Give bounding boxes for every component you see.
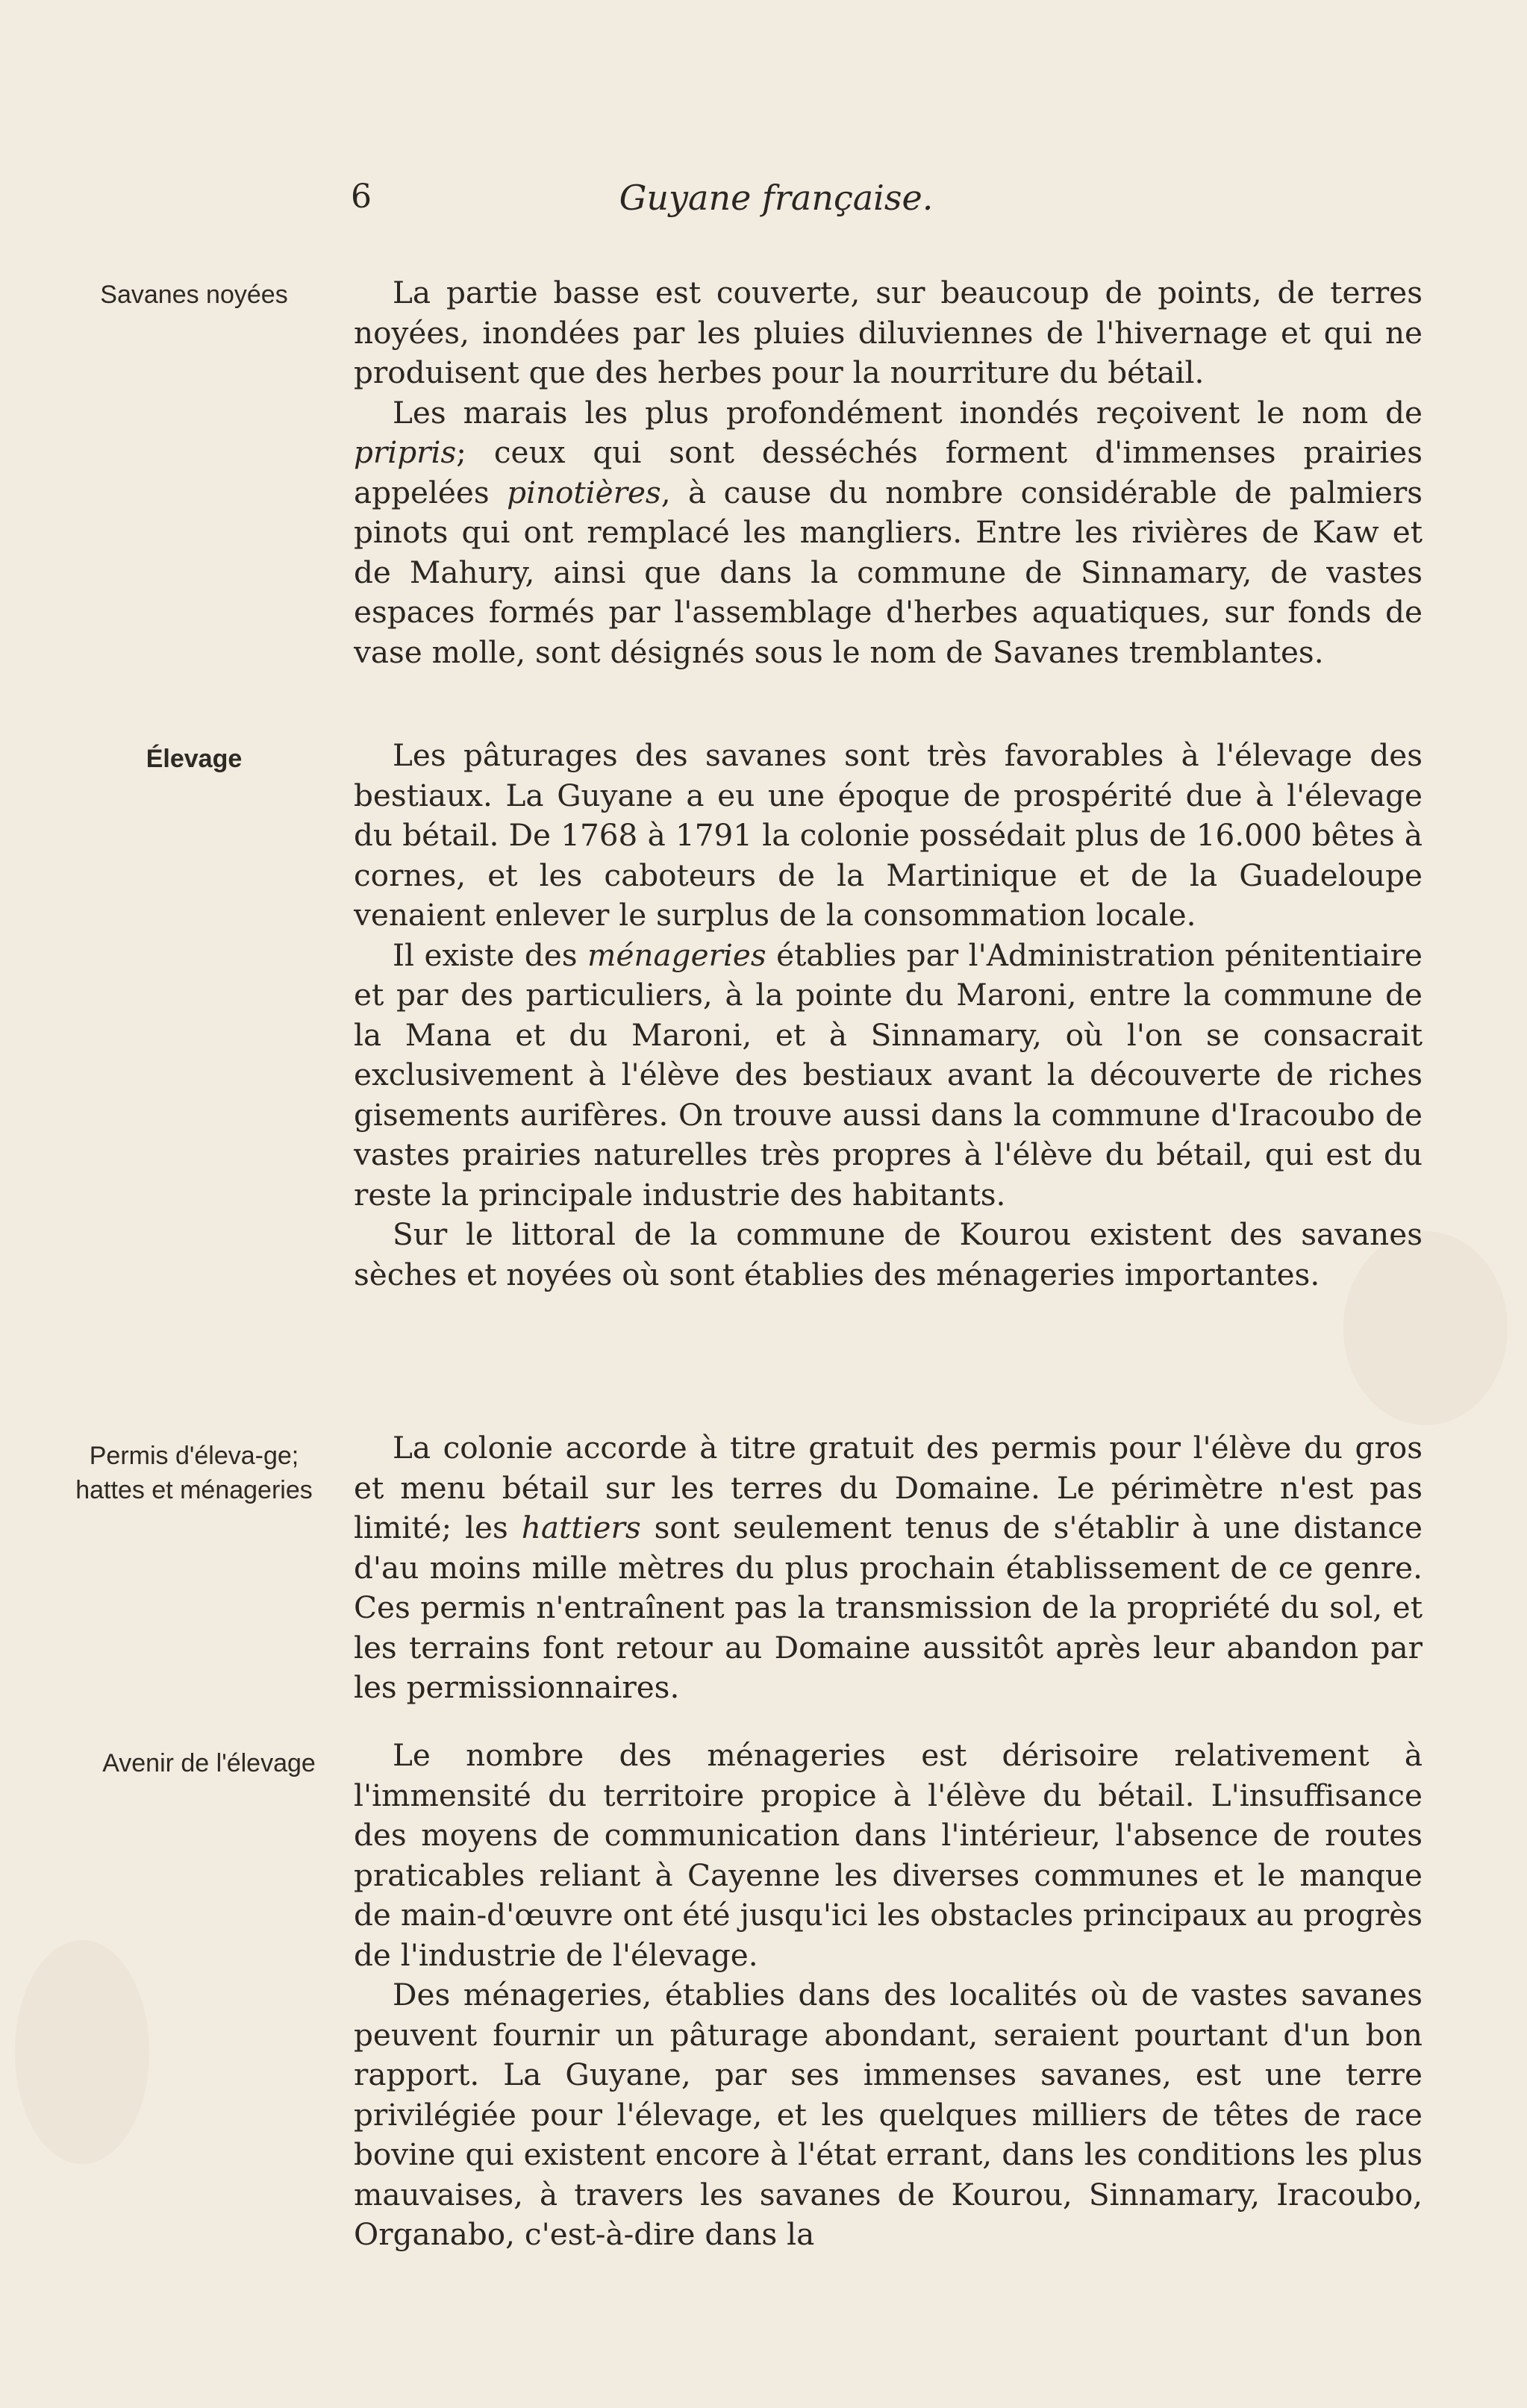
- paragraph-text: Le nombre des ménageries est dérisoire relativement à l'immensité du territoire propice à l'élève du bétail. L'insuffisance des moyens de communication dans l'intérieur, l'absence de routes praticables reliant à Cayenne les diverses communes et le manque de main-d'œuvre ont été jusqu'ici les obstacles principaux au progrès de l'industrie de l'élevage.: [354, 1737, 1423, 1973]
- paragraph-text: ; ceux qui sont desséchés forment d'immenses prairies appelées: [354, 434, 1423, 510]
- sidenote-permis: Permis d'éleva-ge; hattes et ménageries: [75, 1442, 313, 1504]
- paragraph: [354, 1428, 1423, 1708]
- paragraph-text: Il existe des: [393, 936, 588, 973]
- paragraph-text: Des ménageries, établies dans des localités où de vastes savanes peuvent fournir un pâturage abondant, seraient pourtant d'un bon rapport. La Guyane, par ses immenses savanes, est une terre privilégiée pour l'élevage, et les quelques milliers de têtes de race bovine qui existent encore à l'état errant, dans les conditions les plus mauvaises, à travers les savanes de Kourou, Sinnamary, Iracoubo, Organabo, c'est-à-dire dans la: [354, 1977, 1423, 2252]
- section-savanes: [354, 273, 1423, 672]
- paper-stain: [15, 1940, 149, 2164]
- page-number: 6: [351, 178, 372, 216]
- italic-term: pinotières: [507, 474, 661, 510]
- section-elevage: [354, 736, 1423, 1295]
- page-header: [351, 178, 1052, 230]
- paragraph: [354, 273, 1423, 393]
- paragraph: [354, 936, 1423, 1216]
- paragraph: [354, 736, 1423, 936]
- running-title: Guyane française.: [619, 178, 934, 218]
- sidenote-savanes-noyees: Savanes noyées: [100, 281, 288, 309]
- paragraph: [354, 1215, 1423, 1295]
- paragraph-text: établies par l'Administration pénitentiaire et par des particuliers, à la pointe du Maroni, entre la commune de la Mana et du Maroni, et à Sinnamary, où l'on se consacrait exclusivement à l'élève des bestiaux avant la découverte de riches gisements aurifères. On trouve aussi dans la commune d'Iracoubo de vastes prairies naturelles très propres à l'élève du bétail, qui est du reste la principale industrie des habitants.: [354, 936, 1423, 1213]
- italic-term: ménageries: [587, 936, 766, 973]
- sidenote-avenir: Avenir de l'élevage: [102, 1749, 316, 1777]
- paragraph-text: sont seulement tenus de s'établir à une distance d'au moins mille mètres du plus prochain établissement de ce genre. Ces permis n'entraînent pas la transmission de la propriété du sol, et les terrains font retour au Domaine aussitôt après leur abandon par les permissionnaires.: [354, 1510, 1423, 1705]
- paragraph-text: Sur le littoral de la commune de Kourou existent des savanes sèches et noyées où sont établies des ménageries importantes.: [354, 1216, 1423, 1292]
- section-avenir: [354, 1736, 1423, 2255]
- paragraph-text: La partie basse est couverte, sur beaucoup de points, de terres noyées, inondées par les pluies diluviennes de l'hivernage et qui ne produisent que des herbes pour la nourriture du bétail.: [354, 275, 1423, 390]
- paragraph-text: Les pâturages des savanes sont très favorables à l'élevage des bestiaux. La Guyane a eu une époque de prospérité due à l'élevage du bétail. De 1768 à 1791 la colonie possédait plus de 16.000 bêtes à cornes, et les caboteurs de la Martinique et de la Guadeloupe venaient enlever le surplus de la consommation locale.: [354, 737, 1423, 933]
- paragraph-text: La colonie accorde à titre gratuit des permis pour l'élève du gros et menu bétail sur les terres du Domaine. Le périmètre n'est pas limité; les: [354, 1430, 1423, 1545]
- section-permis: [354, 1428, 1423, 1708]
- paragraph: [354, 393, 1423, 673]
- paragraph-text: Les marais les plus profondément inondés reçoivent le nom de: [393, 394, 1423, 431]
- paragraph: [354, 1736, 1423, 1975]
- paragraph: [354, 1975, 1423, 2255]
- paragraph-text: , à cause du nombre considérable de palmiers pinots qui ont remplacé les mangliers. Entre les rivières de Kaw et de Mahury, ainsi que dans la commune de Sinnamary, de vastes espaces formés par l'assemblage d'herbes aquatiques, sur fonds de vase molle, sont désignés sous le nom de Savanes tremblantes.: [354, 474, 1423, 670]
- sidenote-elevage: Élevage: [146, 745, 243, 773]
- italic-term: pripris: [354, 434, 457, 470]
- italic-term: hattiers: [521, 1510, 641, 1545]
